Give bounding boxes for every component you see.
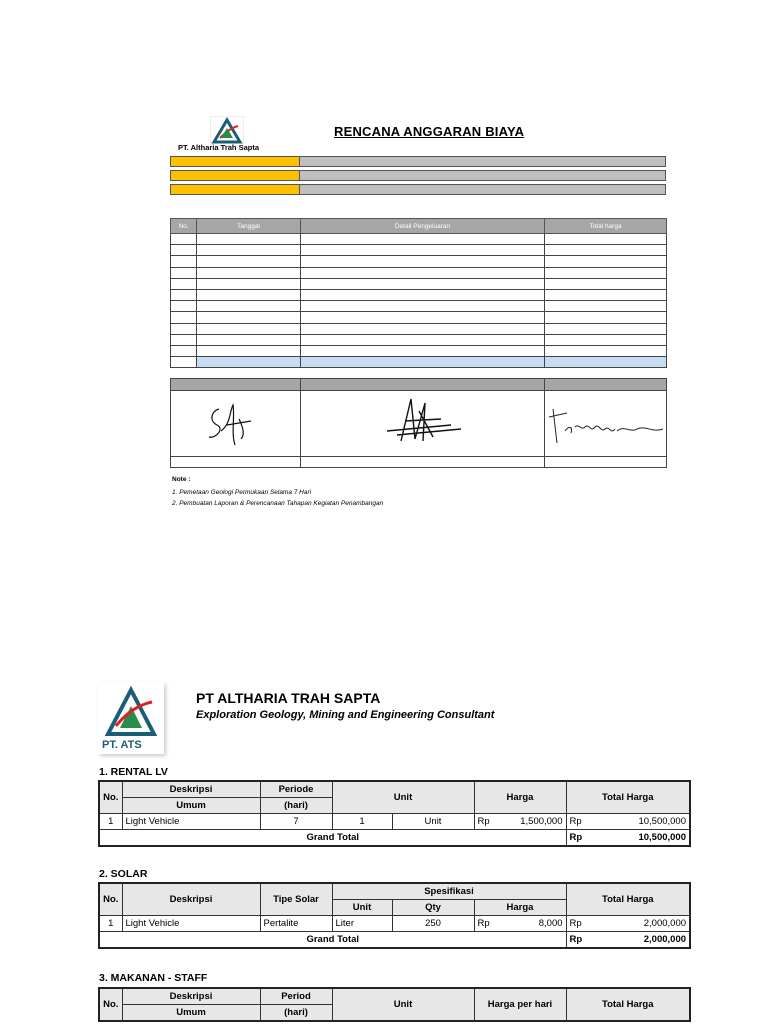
table-cell bbox=[171, 357, 197, 368]
header-periode: Periode bbox=[260, 781, 332, 798]
table-cell bbox=[197, 278, 301, 289]
cell-unit: Unit bbox=[392, 814, 474, 830]
cell-desc: Light Vehicle bbox=[122, 916, 260, 932]
table-cell bbox=[545, 289, 667, 300]
header-no: No. bbox=[99, 781, 122, 814]
note-label: Note : bbox=[172, 476, 191, 483]
table-cell bbox=[197, 245, 301, 256]
header-deskripsi: Deskripsi bbox=[122, 988, 260, 1005]
cell-harga bbox=[474, 814, 566, 830]
table-cell bbox=[301, 301, 545, 312]
header-total: Total Harga bbox=[566, 781, 690, 814]
solar-table bbox=[98, 882, 691, 949]
table-cell bbox=[545, 256, 667, 267]
company-logo bbox=[210, 116, 244, 146]
section-title-makanan: 3. MAKANAN - STAFF bbox=[99, 972, 208, 984]
table-cell bbox=[197, 323, 301, 334]
table-cell bbox=[301, 345, 545, 356]
total-value: 10,500,000 bbox=[638, 816, 686, 827]
signature-cell bbox=[171, 391, 301, 457]
table-cell bbox=[171, 267, 197, 278]
table-cell bbox=[197, 267, 301, 278]
document-title: RENCANA ANGGARAN BIAYA bbox=[334, 124, 525, 139]
cell-total bbox=[566, 916, 690, 932]
table-row bbox=[171, 256, 667, 267]
table-row bbox=[171, 278, 667, 289]
header-unit: Unit bbox=[332, 988, 474, 1021]
table-cell bbox=[197, 301, 301, 312]
signature-cell bbox=[545, 391, 667, 457]
table-cell bbox=[545, 357, 667, 368]
table-cell bbox=[301, 256, 545, 267]
column-header-total: Total harga bbox=[545, 219, 667, 234]
company-subtitle: Exploration Geology, Mining and Engineering Consultant bbox=[196, 709, 495, 721]
signature-cell bbox=[301, 391, 545, 457]
grand-total-value: 2,000,000 bbox=[643, 934, 687, 945]
header-harga: Harga bbox=[474, 900, 566, 916]
grand-total-value: 10,500,000 bbox=[638, 832, 686, 843]
cell-qty: 250 bbox=[392, 916, 474, 932]
currency: Rp bbox=[569, 832, 583, 843]
table-cell bbox=[301, 278, 545, 289]
table-cell bbox=[545, 245, 667, 256]
header-harga: Harga bbox=[474, 781, 566, 814]
currency: Rp bbox=[477, 918, 490, 929]
table-row bbox=[171, 312, 667, 323]
company-logo-large bbox=[98, 682, 164, 754]
table-row bbox=[171, 301, 667, 312]
table-cell bbox=[301, 334, 545, 345]
table-cell bbox=[171, 312, 197, 323]
table-cell bbox=[545, 234, 667, 245]
table-cell bbox=[301, 323, 545, 334]
grand-total-cell bbox=[566, 932, 690, 949]
table-cell bbox=[301, 357, 545, 368]
header-umum: Umum bbox=[122, 1005, 260, 1022]
table-cell bbox=[545, 301, 667, 312]
header-total: Total Harga bbox=[566, 988, 690, 1021]
header-deskripsi: Deskripsi bbox=[122, 781, 260, 798]
currency: Rp bbox=[569, 918, 582, 929]
header-unit: Unit bbox=[332, 900, 392, 916]
table-cell bbox=[545, 267, 667, 278]
column-header-tanggal: Tanggal bbox=[197, 219, 301, 234]
grand-total-label: Grand Total bbox=[99, 830, 566, 847]
cell-tipe: Pertalite bbox=[260, 916, 332, 932]
signature-2 bbox=[301, 391, 545, 451]
header-harga-per-hari: Harga per hari bbox=[474, 988, 566, 1021]
table-cell bbox=[301, 289, 545, 300]
note-item: 1. Pemetaan Geologi Permukaan Selama 7 Hari bbox=[172, 489, 312, 496]
signature-table bbox=[170, 378, 667, 468]
header-hari: (hari) bbox=[260, 1005, 332, 1022]
table-row bbox=[99, 814, 690, 830]
column-header-detail: Detail Pengeluaran bbox=[301, 219, 545, 234]
table-row bbox=[99, 916, 690, 932]
table-cell bbox=[197, 345, 301, 356]
header-field-row bbox=[170, 184, 666, 195]
header-qty: Qty bbox=[392, 900, 474, 916]
makanan-table bbox=[98, 987, 691, 1022]
currency: Rp bbox=[569, 934, 583, 945]
harga-value: 8,000 bbox=[538, 918, 563, 929]
table-cell bbox=[301, 234, 545, 245]
cell-desc: Light Vehicle bbox=[122, 814, 260, 830]
grand-total-row bbox=[99, 932, 690, 949]
cell-no: 1 bbox=[99, 814, 122, 830]
rental-table bbox=[98, 780, 691, 847]
table-row bbox=[171, 267, 667, 278]
table-cell bbox=[171, 334, 197, 345]
ats-logo-icon bbox=[98, 682, 164, 754]
header-spesifikasi: Spesifikasi bbox=[332, 883, 566, 900]
currency: Rp bbox=[477, 816, 490, 827]
table-cell bbox=[545, 334, 667, 345]
header-hari: (hari) bbox=[260, 798, 332, 814]
table-row bbox=[171, 245, 667, 256]
header-no: No. bbox=[99, 988, 122, 1021]
signature-3 bbox=[545, 391, 667, 451]
header-field-row bbox=[170, 170, 666, 181]
table-row bbox=[171, 334, 667, 345]
table-row bbox=[171, 234, 667, 245]
header-no: No. bbox=[99, 883, 122, 916]
header-deskripsi: Deskripsi bbox=[122, 883, 260, 916]
grand-total-cell bbox=[566, 830, 690, 847]
table-row bbox=[171, 323, 667, 334]
table-cell bbox=[171, 301, 197, 312]
table-cell bbox=[171, 245, 197, 256]
header-umum: Umum bbox=[122, 798, 260, 814]
table-cell bbox=[171, 278, 197, 289]
header-field-row bbox=[170, 156, 666, 167]
table-cell bbox=[301, 245, 545, 256]
note-item: 2. Pembuatan Laporan & Perencanaan Tahapan Kegiatan Penambangan bbox=[172, 500, 384, 507]
cell-harga bbox=[474, 916, 566, 932]
table-cell bbox=[545, 323, 667, 334]
harga-value: 1,500,000 bbox=[520, 816, 563, 827]
table-row bbox=[171, 289, 667, 300]
table-cell bbox=[171, 234, 197, 245]
section-title-rental: 1. RENTAL LV bbox=[99, 766, 168, 778]
cell-unit: Liter bbox=[332, 916, 392, 932]
table-cell bbox=[171, 345, 197, 356]
cell-qty: 1 bbox=[332, 814, 392, 830]
cell-no: 1 bbox=[99, 916, 122, 932]
header-period: Period bbox=[260, 988, 332, 1005]
header-total: Total Harga bbox=[566, 883, 690, 916]
table-row bbox=[171, 357, 667, 368]
table-cell bbox=[197, 234, 301, 245]
table-cell bbox=[197, 289, 301, 300]
signature-1 bbox=[171, 391, 301, 451]
column-header-no: No. bbox=[171, 219, 197, 234]
grand-total-label: Grand Total bbox=[99, 932, 566, 949]
table-row bbox=[171, 345, 667, 356]
table-cell bbox=[171, 289, 197, 300]
table-cell bbox=[197, 312, 301, 323]
currency: Rp bbox=[569, 816, 582, 827]
grand-total-row bbox=[99, 830, 690, 847]
table-cell bbox=[301, 267, 545, 278]
table-cell bbox=[197, 256, 301, 267]
company-name-large: PT ALTHARIA TRAH SAPTA bbox=[196, 690, 381, 706]
table-cell bbox=[197, 334, 301, 345]
cell-period: 7 bbox=[260, 814, 332, 830]
table-cell bbox=[171, 323, 197, 334]
header-tipe: Tipe Solar bbox=[260, 883, 332, 916]
table-cell bbox=[171, 256, 197, 267]
header-unit: Unit bbox=[332, 781, 474, 814]
table-cell bbox=[545, 345, 667, 356]
table-cell bbox=[301, 312, 545, 323]
company-name: PT. Altharia Trah Sapta bbox=[178, 143, 259, 152]
budget-table bbox=[170, 218, 667, 368]
table-cell bbox=[197, 357, 301, 368]
table-cell bbox=[545, 278, 667, 289]
cell-total bbox=[566, 814, 690, 830]
logo-text: PT. ATS bbox=[102, 739, 142, 751]
section-title-solar: 2. SOLAR bbox=[99, 868, 148, 880]
table-cell bbox=[545, 312, 667, 323]
total-value: 2,000,000 bbox=[643, 918, 687, 929]
